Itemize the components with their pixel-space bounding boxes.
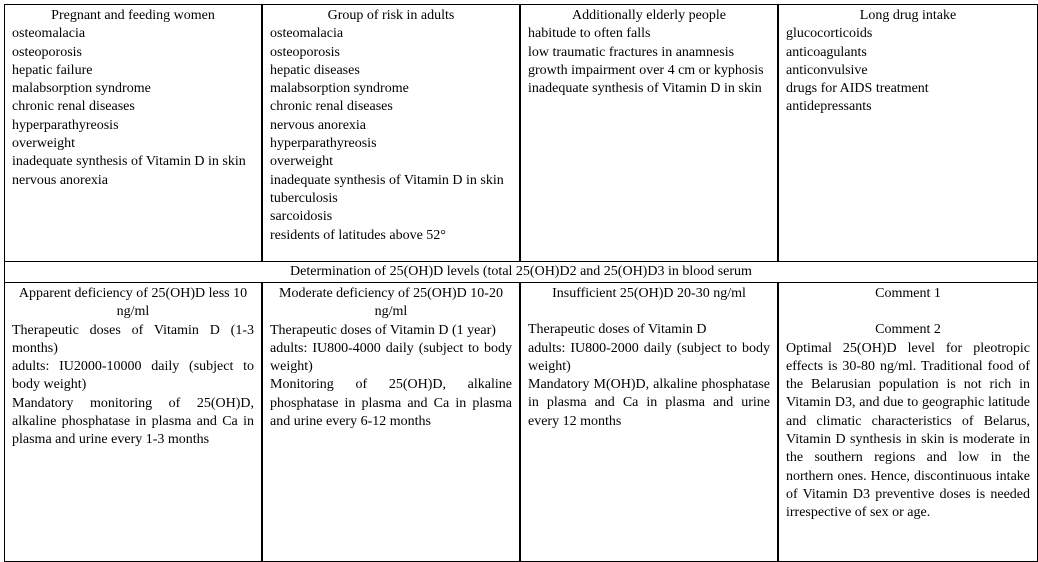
list-item: osteomalacia (270, 26, 344, 42)
vitamin-d-table (4, 4, 1038, 562)
list-item: Therapeutic doses of Vitamin D (1 year) (270, 322, 496, 338)
list-item: hepatic failure (12, 62, 93, 78)
list-item: nervous anorexia (270, 117, 367, 133)
deficiency-column-insufficient (520, 282, 778, 562)
deficiency-column-apparent (4, 282, 262, 562)
column-header: Moderate deficiency of 25(OH)D 10-20 ng/ml (279, 286, 503, 320)
list-item: Monitoring of 25(OH)D, alkaline phosphatase in plasma and Ca in plasma and urine every 6-12 months (270, 377, 512, 430)
comments-column (778, 282, 1038, 562)
list-item: chronic renal diseases (270, 99, 393, 115)
list-item: residents of latitudes above 52° (270, 227, 446, 243)
column-header: Long drug intake (859, 8, 957, 23)
list-item: habitude to often falls (528, 26, 651, 42)
list-item: hyperparathyreosis (270, 136, 377, 152)
comment-text: Optimal 25(OH)D level for pleotropic effects is 30-80 ng/ml. Traditional food of the Belarusian population is not rich in Vitamin D3, and due to geographic latitude and climatic characteristics of Belarus, Vitamin D synthesis in skin is moderate in the southern regions and low in the northern ones. Hence, discontinuous intake of Vitamin D3 preventive doses is needed irrespective of sex or age. (786, 340, 1030, 521)
risk-column-drugs (778, 4, 1038, 262)
risk-column-adults (262, 4, 520, 262)
deficiency-column-moderate (262, 282, 520, 562)
risk-column-pregnant (4, 4, 262, 262)
list-item: antidepressants (786, 99, 872, 115)
list-item: hyperparathyreosis (12, 117, 119, 133)
list-item: inadequate synthesis of Vitamin D in skin (12, 154, 246, 170)
list-item: osteomalacia (12, 26, 86, 42)
spacer (786, 303, 1030, 321)
list-item: malabsorption syndrome (270, 81, 409, 97)
list-item: osteoporosis (12, 44, 82, 60)
list-item: nervous anorexia (12, 172, 109, 188)
list-item: anticonvulsive (786, 62, 868, 78)
list-item: chronic renal diseases (12, 99, 135, 115)
column-header: Additionally elderly people (572, 8, 726, 23)
column-header: Insufficient 25(OH)D 20-30 ng/ml (552, 286, 746, 301)
column-header: Group of risk in adults (327, 8, 455, 23)
list-item: tuberculosis (270, 190, 338, 206)
column-header: Apparent deficiency of 25(OH)D less 10 ng/ml (18, 286, 248, 320)
comment-1-header: Comment 1 (875, 286, 941, 301)
list-item: sarcoidosis (270, 209, 333, 225)
list-item: malabsorption syndrome (12, 81, 151, 97)
list-item: glucocorticoids (786, 26, 873, 42)
list-item: inadequate synthesis of Vitamin D in skin (528, 81, 762, 97)
list-item: osteoporosis (270, 44, 340, 60)
list-item: hepatic diseases (270, 62, 360, 78)
determination-row: Determination of 25(OH)D levels (total 25(OH)D2 and 25(OH)D3 in blood serum (4, 262, 1038, 282)
list-item: Therapeutic doses of Vitamin D (1-3 months) (12, 322, 254, 356)
comment-2-header: Comment 2 (875, 322, 941, 338)
list-item: Mandatory monitoring of 25(OH)D, alkaline phosphatase in plasma and Ca in plasma and urine every 1-3 months (12, 395, 254, 448)
list-item: adults: IU800-2000 daily (subject to body weight) (528, 340, 770, 374)
list-item: adults: IU800-4000 daily (subject to body weight) (270, 340, 512, 375)
list-item: adults: IU2000-10000 daily (subject to body weight) (12, 359, 254, 393)
spacer (528, 303, 770, 321)
list-item: inadequate synthesis of Vitamin D in skin (270, 172, 504, 188)
risk-column-elderly (520, 4, 778, 262)
list-item: anticoagulants (786, 44, 867, 60)
list-item: growth impairment over 4 cm or kyphosis (528, 62, 764, 78)
list-item: Mandatory M(OH)D, alkaline phosphatase in plasma and Ca in plasma and urine every 12 months (528, 377, 770, 429)
list-item: low traumatic fractures in anamnesis (528, 44, 735, 60)
column-header: Pregnant and feeding women (51, 8, 215, 23)
list-item: overweight (270, 154, 333, 170)
list-item: Therapeutic doses of Vitamin D (528, 322, 707, 338)
list-item: overweight (12, 136, 75, 152)
list-item: drugs for AIDS treatment (786, 81, 929, 97)
